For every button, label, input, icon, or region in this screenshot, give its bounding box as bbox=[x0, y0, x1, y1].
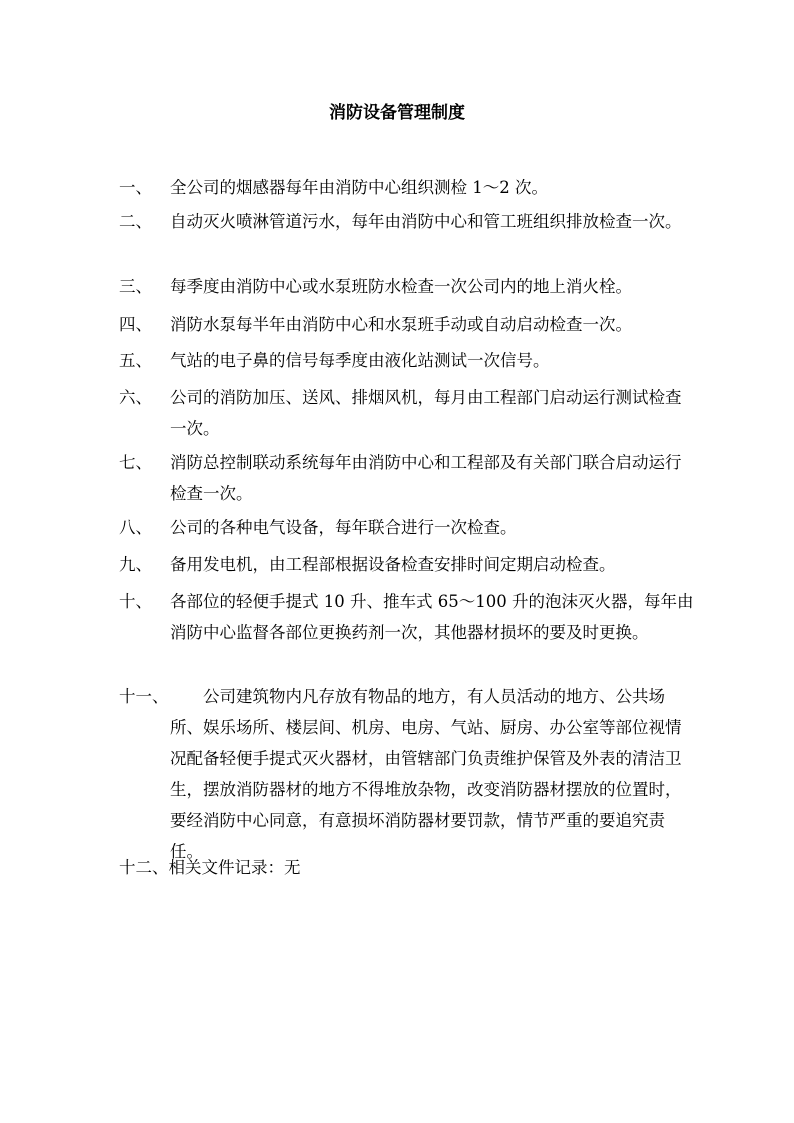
list-item bbox=[119, 549, 699, 580]
list-item bbox=[119, 309, 699, 340]
item-text: 各部位的轻便手提式 10 升、推车式 65～100 升的泡沫灭火器，每年由消防中心监督各部位更换药剂一次，其他器材损坏的要及时更换。 bbox=[170, 592, 694, 642]
item-text: 公司的消防加压、送风、排烟风机，每月由工程部门启动运行测试检查一次。 bbox=[170, 388, 682, 438]
list-item bbox=[119, 852, 699, 883]
item-text: 备用发电机，由工程部根据设备检查安排时间定期启动检查。 bbox=[170, 555, 616, 574]
item-number: 一、 bbox=[119, 178, 152, 197]
item-number: 七、 bbox=[119, 453, 152, 472]
list-item bbox=[119, 447, 699, 509]
list-item bbox=[119, 345, 699, 376]
list-item bbox=[119, 512, 699, 543]
item-text: 气站的电子鼻的信号每季度由液化站测试一次信号。 bbox=[170, 351, 550, 370]
list-item bbox=[119, 271, 699, 302]
item-text: 全公司的烟感器每年由消防中心组织测检 1～2 次。 bbox=[170, 178, 548, 197]
item-line bbox=[119, 858, 301, 877]
list-item bbox=[119, 382, 699, 444]
item-text: 公司建筑物内凡存放有物品的地方，有人员活动的地方、公共场所、娱乐场所、楼层间、机房、电房、气站、厨房、办公室等部位视情况配备轻便手提式灭火器材，由管辖部门负责维护保管及外表的清洁卫生，摆放消防器材的地方不得堆放杂物，改变消防器材摆放的位置时，要经消防中心同意，有意损坏消防器材要罚款，情节严重的要追究责任。 bbox=[170, 687, 682, 861]
item-number: 三、 bbox=[119, 277, 152, 296]
item-text: 消防水泵每半年由消防中心和水泵班手动或自动启动检查一次。 bbox=[170, 315, 632, 334]
item-text: 自动灭火喷淋管道污水，每年由消防中心和管工班组织排放检查一次。 bbox=[170, 212, 682, 231]
list-item bbox=[119, 586, 699, 648]
item-number: 十一、 bbox=[119, 687, 169, 706]
list-item bbox=[119, 206, 699, 237]
item-text: 公司的各种电气设备，每年联合进行一次检查。 bbox=[170, 518, 517, 537]
item-number: 九、 bbox=[119, 555, 152, 574]
item-number: 八、 bbox=[119, 518, 152, 537]
item-text: 消防总控制联动系统每年由消防中心和工程部及有关部门联合启动运行检查一次。 bbox=[170, 453, 682, 503]
item-number: 二、 bbox=[119, 212, 152, 231]
item-number: 十二、 bbox=[119, 858, 169, 877]
list-item bbox=[119, 172, 699, 203]
item-text: 每季度由消防中心或水泵班防水检查一次公司内的地上消火栓。 bbox=[170, 277, 632, 296]
item-number: 五、 bbox=[119, 351, 152, 370]
item-number: 十、 bbox=[119, 592, 152, 611]
item-number: 六、 bbox=[119, 388, 152, 407]
item-number: 四、 bbox=[119, 315, 152, 334]
document-title: 消防设备管理制度 bbox=[329, 103, 465, 123]
item-text: 相关文件记录：无 bbox=[168, 858, 301, 877]
list-item bbox=[119, 681, 699, 867]
